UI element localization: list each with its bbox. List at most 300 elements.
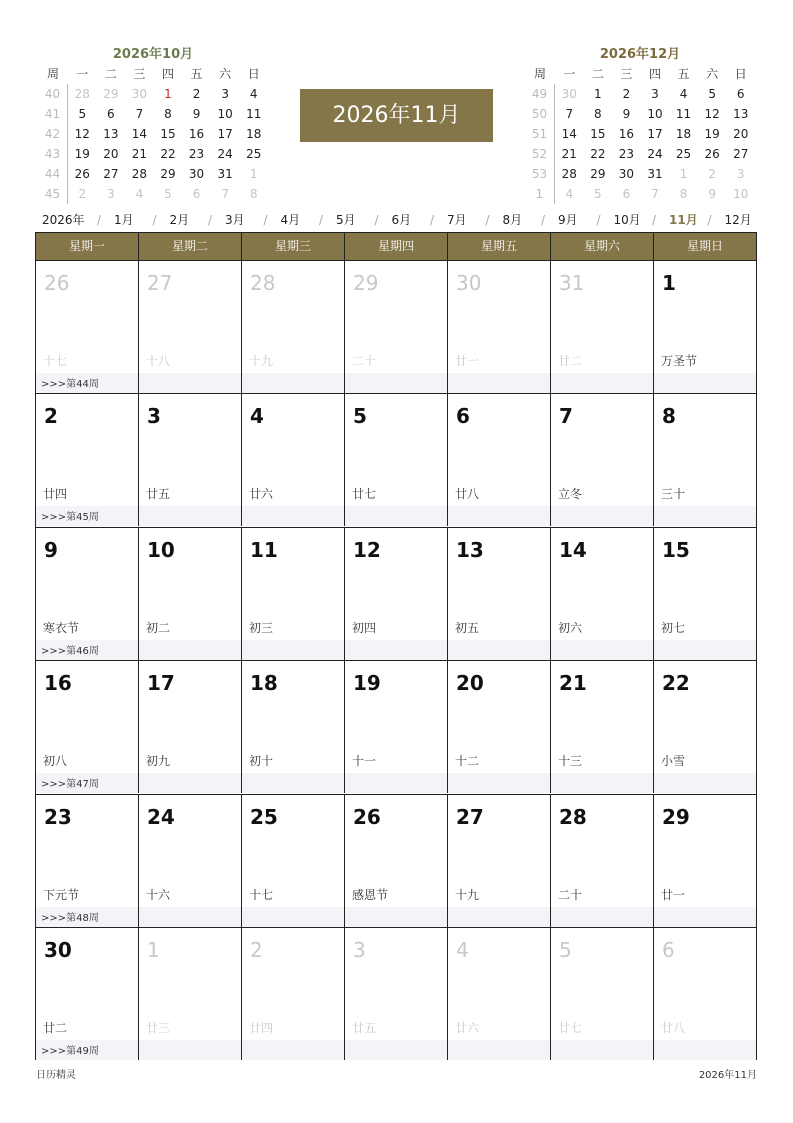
- mini-day[interactable]: 29: [590, 167, 606, 181]
- day-cell[interactable]: [448, 394, 551, 526]
- lunar-date: 初七: [661, 620, 686, 635]
- mini-day[interactable]: 5: [708, 87, 716, 101]
- mini-day[interactable]: 22: [160, 147, 176, 161]
- week-number-header: 周: [46, 67, 59, 81]
- mini-day[interactable]: 25: [675, 147, 692, 161]
- day-number: 12: [353, 537, 381, 562]
- mini-day[interactable]: 30: [188, 167, 205, 181]
- week-row: [36, 660, 756, 793]
- mini-day[interactable]: 31: [647, 167, 663, 181]
- day-number: 9: [44, 537, 58, 562]
- day-cell[interactable]: [139, 394, 242, 526]
- day-cell[interactable]: [448, 261, 551, 393]
- lunar-date: 初二: [146, 620, 171, 635]
- weekday-header: 一: [563, 67, 576, 81]
- week-label-bar: [242, 907, 344, 927]
- lunar-date: 感恩节: [352, 887, 389, 902]
- week-label-bar: [36, 640, 138, 660]
- day-cell[interactable]: [242, 528, 345, 660]
- lunar-date: 二十: [352, 354, 377, 368]
- lunar-date: 小雪: [661, 754, 686, 769]
- weekday-header: 星期三: [242, 233, 345, 260]
- lunar-date: 十八: [146, 354, 171, 368]
- mini-day[interactable]: 4: [679, 87, 688, 101]
- day-cell[interactable]: [139, 795, 242, 927]
- week-row: [36, 393, 756, 526]
- nav-separator: /: [208, 213, 213, 227]
- day-cell[interactable]: [139, 661, 242, 793]
- nav-separator: /: [430, 213, 435, 227]
- mini-day[interactable]: 18: [246, 127, 262, 141]
- day-cell[interactable]: [654, 928, 756, 1060]
- weekday-header: 四: [161, 67, 174, 81]
- day-number: 10: [147, 537, 175, 562]
- mini-day[interactable]: 8: [594, 107, 602, 121]
- day-cell[interactable]: [36, 661, 139, 793]
- day-cell[interactable]: [448, 795, 551, 927]
- day-number: 25: [250, 804, 278, 829]
- day-cell[interactable]: [654, 528, 756, 660]
- day-cell[interactable]: [654, 394, 756, 526]
- mini-day[interactable]: 31: [217, 167, 233, 181]
- nav-month-link[interactable]: 10月: [613, 213, 641, 227]
- day-number: 26: [44, 271, 70, 295]
- day-number: 29: [662, 804, 690, 829]
- nav-month-link[interactable]: 3月: [225, 213, 245, 227]
- footer-month: 2026年11月: [698, 1070, 757, 1081]
- week-row: [36, 527, 756, 660]
- lunar-date: 三十: [661, 487, 686, 502]
- mini-day[interactable]: 5: [78, 107, 87, 121]
- day-number: 8: [662, 404, 676, 429]
- mini-day[interactable]: 9: [708, 187, 716, 201]
- mini-calendar-grid: [38, 64, 268, 204]
- mini-calendar-grid: [525, 64, 755, 204]
- mini-day[interactable]: 16: [618, 127, 635, 141]
- day-number: 31: [559, 271, 585, 295]
- day-number: 30: [456, 271, 482, 295]
- week-number: 51: [525, 124, 555, 144]
- mini-day[interactable]: 7: [221, 187, 229, 201]
- week-label-bar: [139, 640, 241, 660]
- day-number: 22: [662, 671, 690, 696]
- nav-month-link[interactable]: 12月: [724, 213, 752, 227]
- day-cell[interactable]: [551, 928, 654, 1060]
- current-month-title: 2026年11月: [300, 89, 493, 142]
- lunar-date: 十九: [249, 354, 274, 368]
- mini-day[interactable]: 13: [733, 107, 749, 121]
- mini-day[interactable]: 8: [164, 107, 172, 121]
- mini-day[interactable]: 19: [704, 127, 720, 141]
- mini-day[interactable]: 7: [135, 107, 144, 121]
- lunar-date: 十三: [558, 754, 583, 769]
- mini-day[interactable]: 3: [736, 167, 745, 181]
- week-label-bar: [345, 373, 447, 393]
- mini-day[interactable]: 23: [618, 147, 635, 161]
- week-number-label: >>>第45周: [41, 512, 99, 524]
- week-number: 42: [38, 124, 68, 144]
- mini-day[interactable]: 20: [103, 147, 119, 161]
- lunar-date: 廿四: [249, 1021, 274, 1035]
- day-cell[interactable]: [139, 928, 242, 1060]
- week-number-label: >>>第46周: [41, 645, 99, 657]
- nav-separator: /: [652, 213, 657, 227]
- week-label-bar: [242, 1040, 344, 1060]
- mini-day[interactable]: 5: [594, 187, 602, 201]
- week-number-label: >>>第44周: [41, 379, 99, 390]
- day-cell[interactable]: [654, 795, 756, 927]
- mini-day[interactable]: 21: [561, 147, 577, 161]
- nav-month-link[interactable]: 9月: [558, 213, 578, 227]
- mini-day[interactable]: 6: [107, 107, 115, 121]
- day-cell[interactable]: [345, 261, 448, 393]
- mini-day[interactable]: 3: [107, 187, 115, 201]
- mini-day[interactable]: 11: [246, 107, 262, 121]
- mini-day[interactable]: 3: [221, 87, 229, 101]
- lunar-date: 初五: [455, 620, 480, 635]
- weekday-header: 五: [677, 67, 690, 81]
- week-label-bar: [654, 1040, 756, 1060]
- mini-day[interactable]: 6: [622, 187, 631, 201]
- day-cell[interactable]: [36, 261, 139, 393]
- day-number: 2: [44, 404, 58, 429]
- mini-day[interactable]: 4: [565, 187, 574, 201]
- nav-separator: /: [97, 213, 102, 227]
- mini-day[interactable]: 22: [590, 147, 606, 161]
- mini-day[interactable]: 13: [103, 127, 119, 141]
- week-label-bar: [139, 373, 241, 393]
- week-number: 50: [525, 104, 555, 124]
- week-label-bar: [242, 773, 344, 793]
- day-number: 1: [662, 271, 676, 295]
- weekday-header: 二: [591, 67, 604, 81]
- nav-month-link[interactable]: 6月: [391, 213, 412, 227]
- nav-month-link[interactable]: 5月: [336, 213, 356, 227]
- day-cell[interactable]: [345, 928, 448, 1060]
- weekday-header: 四: [648, 67, 661, 81]
- mini-day[interactable]: 16: [188, 127, 205, 141]
- nav-separator: /: [152, 213, 157, 227]
- week-number-label: >>>第49周: [41, 1046, 99, 1057]
- day-cell[interactable]: [551, 661, 654, 793]
- mini-day[interactable]: 27: [733, 147, 749, 161]
- mini-day[interactable]: 27: [103, 167, 119, 181]
- lunar-date: 廿七: [558, 1021, 583, 1035]
- mini-day[interactable]: 15: [160, 127, 176, 141]
- mini-day[interactable]: 10: [733, 187, 749, 201]
- lunar-date: 初六: [558, 620, 583, 635]
- lunar-date: 廿六: [455, 1021, 480, 1035]
- nav-separator: /: [319, 213, 324, 227]
- day-cell[interactable]: [36, 394, 139, 526]
- lunar-date: 十九: [455, 887, 480, 902]
- day-cell[interactable]: [448, 528, 551, 660]
- mini-calendar-october: [38, 46, 268, 204]
- lunar-date: 廿四: [43, 487, 68, 502]
- week-number-header: 周: [533, 67, 546, 81]
- day-number: 13: [456, 537, 484, 562]
- mini-day[interactable]: 17: [647, 127, 663, 141]
- week-label-bar: [139, 506, 241, 526]
- weekday-header: 星期五: [448, 233, 551, 260]
- week-label-bar: [448, 773, 550, 793]
- nav-month-link[interactable]: 8月: [502, 213, 523, 227]
- day-cell[interactable]: [551, 394, 654, 526]
- mini-day[interactable]: 26: [74, 167, 90, 181]
- lunar-date: 万圣节: [661, 354, 698, 368]
- weekday-header: 二: [104, 67, 117, 81]
- day-cell[interactable]: [345, 661, 448, 793]
- lunar-date: 廿七: [352, 487, 377, 502]
- mini-day[interactable]: 14: [561, 127, 577, 141]
- mini-day[interactable]: 7: [565, 107, 574, 121]
- nav-month-link[interactable]: 11月: [669, 213, 698, 227]
- day-cell[interactable]: [345, 528, 448, 660]
- mini-day[interactable]: 2: [192, 87, 201, 101]
- lunar-date: 廿六: [249, 487, 274, 502]
- day-number: 29: [353, 271, 379, 295]
- lunar-date: 廿三: [146, 1021, 171, 1035]
- mini-day[interactable]: 18: [675, 127, 692, 141]
- weekday-header: 日: [247, 67, 260, 81]
- mini-day[interactable]: 1: [249, 167, 258, 181]
- week-label-bar: [345, 907, 447, 927]
- week-label-bar: [36, 1040, 138, 1060]
- mini-day[interactable]: 8: [249, 187, 258, 201]
- mini-day[interactable]: 2: [708, 167, 716, 181]
- week-number: 53: [525, 164, 555, 184]
- day-cell[interactable]: [345, 394, 448, 526]
- week-label-bar: [139, 773, 241, 793]
- day-cell[interactable]: [551, 795, 654, 927]
- lunar-date: 寒衣节: [43, 620, 80, 635]
- mini-day[interactable]: 15: [590, 127, 606, 141]
- month-calendar-grid: [35, 232, 757, 1060]
- lunar-date: 廿五: [352, 1021, 377, 1035]
- day-cell[interactable]: [551, 528, 654, 660]
- weekday-header: 三: [620, 67, 633, 81]
- day-cell[interactable]: [448, 661, 551, 793]
- lunar-date: 十一: [352, 754, 377, 769]
- week-row: [36, 794, 756, 927]
- nav-month-link[interactable]: 4月: [280, 213, 301, 227]
- week-label-bar: [139, 1040, 241, 1060]
- nav-separator: /: [541, 213, 546, 227]
- week-label-bar: [551, 506, 653, 526]
- lunar-date: 廿一: [455, 354, 480, 368]
- mini-day[interactable]: 9: [192, 107, 201, 121]
- day-cell[interactable]: [654, 661, 756, 793]
- day-cell[interactable]: [448, 928, 551, 1060]
- week-label-bar: [448, 640, 550, 660]
- lunar-date: 廿二: [558, 354, 583, 368]
- day-number: 2: [250, 938, 263, 962]
- weekday-header: 星期二: [139, 233, 242, 260]
- day-cell[interactable]: [242, 661, 345, 793]
- weekday-header: 星期六: [551, 233, 654, 260]
- nav-month-link[interactable]: 7月: [447, 213, 467, 227]
- week-label-bar: [36, 373, 138, 393]
- mini-day[interactable]: 4: [135, 187, 144, 201]
- day-number: 14: [559, 537, 587, 562]
- mini-day[interactable]: 23: [188, 147, 205, 161]
- mini-day[interactable]: 28: [131, 167, 148, 181]
- mini-day[interactable]: 14: [131, 127, 148, 141]
- weekday-header-row: [36, 233, 756, 260]
- weekday-header: 六: [706, 67, 719, 81]
- mini-day[interactable]: 24: [217, 147, 233, 161]
- day-cell[interactable]: [654, 261, 756, 393]
- mini-day[interactable]: 6: [192, 187, 201, 201]
- lunar-date: 廿一: [661, 887, 686, 902]
- day-number: 15: [662, 537, 690, 562]
- nav-separator: /: [596, 213, 601, 227]
- week-label-bar: [242, 640, 344, 660]
- lunar-date: 廿八: [661, 1021, 686, 1035]
- nav-month-link[interactable]: 1月: [114, 213, 134, 227]
- mini-calendar-title: 2026年12月: [599, 47, 681, 62]
- nav-year: 2026年: [42, 213, 85, 227]
- weekday-header: 星期四: [345, 233, 448, 260]
- lunar-date: 立冬: [558, 487, 583, 502]
- lunar-date: 初十: [249, 754, 274, 769]
- day-cell[interactable]: [551, 261, 654, 393]
- mini-day[interactable]: 2: [622, 87, 631, 101]
- weekday-header: 一: [76, 67, 89, 81]
- week-number: 43: [38, 144, 68, 164]
- week-label-bar: [551, 907, 653, 927]
- mini-day[interactable]: 7: [651, 187, 659, 201]
- mini-calendar-title: 2026年10月: [112, 47, 194, 62]
- mini-day[interactable]: 19: [74, 147, 90, 161]
- day-number: 5: [353, 404, 367, 429]
- weekday-header: 六: [219, 67, 232, 81]
- mini-day[interactable]: 1: [164, 87, 172, 101]
- day-cell[interactable]: [139, 528, 242, 660]
- week-row: [36, 260, 756, 393]
- week-label-bar: [654, 506, 756, 526]
- day-number: 3: [353, 938, 366, 962]
- lunar-date: 初三: [249, 620, 274, 635]
- mini-day[interactable]: 10: [217, 107, 233, 121]
- mini-day[interactable]: 24: [647, 147, 663, 161]
- week-number-label: >>>第47周: [41, 779, 99, 791]
- nav-month-link[interactable]: 2月: [169, 213, 190, 227]
- day-number: 16: [44, 671, 72, 696]
- day-cell[interactable]: [36, 928, 139, 1060]
- week-number: 40: [38, 84, 68, 104]
- mini-calendar-december: [525, 46, 755, 204]
- mini-day[interactable]: 1: [679, 167, 688, 181]
- week-label-bar: [448, 373, 550, 393]
- day-number: 27: [147, 271, 173, 295]
- day-number: 26: [353, 804, 381, 829]
- mini-day[interactable]: 30: [561, 87, 577, 101]
- day-number: 6: [662, 938, 675, 962]
- weekday-header: 星期一: [36, 233, 139, 260]
- day-cell[interactable]: [242, 795, 345, 927]
- mini-day[interactable]: 3: [651, 87, 659, 101]
- day-cell[interactable]: [345, 795, 448, 927]
- lunar-date: 廿八: [455, 487, 480, 502]
- day-cell[interactable]: [139, 261, 242, 393]
- week-label-bar: [654, 640, 756, 660]
- day-number: 30: [44, 938, 72, 962]
- week-label-bar: [551, 640, 653, 660]
- day-number: 17: [147, 671, 175, 696]
- lunar-date: 初八: [43, 754, 68, 769]
- nav-separator: /: [707, 213, 712, 227]
- day-number: 23: [44, 804, 72, 829]
- week-label-bar: [551, 373, 653, 393]
- mini-day[interactable]: 11: [675, 107, 692, 121]
- day-number: 18: [250, 671, 278, 696]
- day-number: 20: [456, 671, 484, 696]
- lunar-date: 廿五: [146, 487, 171, 502]
- week-label-bar: [36, 907, 138, 927]
- day-cell[interactable]: [36, 795, 139, 927]
- mini-day[interactable]: 12: [704, 107, 720, 121]
- day-number: 21: [559, 671, 587, 696]
- mini-day[interactable]: 8: [679, 187, 688, 201]
- lunar-date: 十七: [249, 887, 274, 902]
- mini-day[interactable]: 1: [594, 87, 602, 101]
- weekday-header: 三: [133, 67, 146, 81]
- day-number: 28: [250, 271, 276, 295]
- day-number: 27: [456, 804, 484, 829]
- mini-day[interactable]: 26: [704, 147, 720, 161]
- mini-day[interactable]: 9: [622, 107, 631, 121]
- week-label-bar: [654, 773, 756, 793]
- lunar-date: 十七: [43, 354, 68, 368]
- day-cell[interactable]: [242, 261, 345, 393]
- mini-day[interactable]: 5: [164, 187, 172, 201]
- mini-day[interactable]: 25: [246, 147, 262, 161]
- week-number: 44: [38, 164, 68, 184]
- mini-day[interactable]: 28: [561, 167, 577, 181]
- lunar-date: 下元节: [43, 887, 80, 902]
- mini-day[interactable]: 30: [618, 167, 635, 181]
- mini-day[interactable]: 6: [736, 87, 745, 101]
- week-label-bar: [654, 907, 756, 927]
- mini-day[interactable]: 17: [217, 127, 233, 141]
- lunar-date: 初九: [146, 754, 171, 769]
- mini-day[interactable]: 20: [733, 127, 749, 141]
- week-number: 52: [525, 144, 555, 164]
- day-cell[interactable]: [36, 528, 139, 660]
- mini-day[interactable]: 10: [647, 107, 663, 121]
- mini-day[interactable]: 30: [131, 87, 148, 101]
- mini-day[interactable]: 29: [160, 167, 176, 181]
- mini-day[interactable]: 12: [74, 127, 90, 141]
- mini-day[interactable]: 4: [249, 87, 258, 101]
- week-label-bar: [242, 373, 344, 393]
- mini-day[interactable]: 21: [131, 147, 148, 161]
- day-number: 5: [559, 938, 572, 962]
- day-cell[interactable]: [242, 928, 345, 1060]
- day-number: 1: [147, 938, 160, 962]
- day-number: 4: [250, 404, 264, 429]
- week-label-bar: [36, 506, 138, 526]
- mini-day[interactable]: 2: [78, 187, 87, 201]
- mini-day[interactable]: 29: [103, 87, 119, 101]
- mini-day[interactable]: 28: [74, 87, 90, 101]
- lunar-date: 初四: [352, 620, 377, 635]
- lunar-date: 二十: [558, 887, 583, 902]
- day-number: 11: [250, 537, 278, 562]
- day-cell[interactable]: [242, 394, 345, 526]
- week-row: [36, 927, 756, 1060]
